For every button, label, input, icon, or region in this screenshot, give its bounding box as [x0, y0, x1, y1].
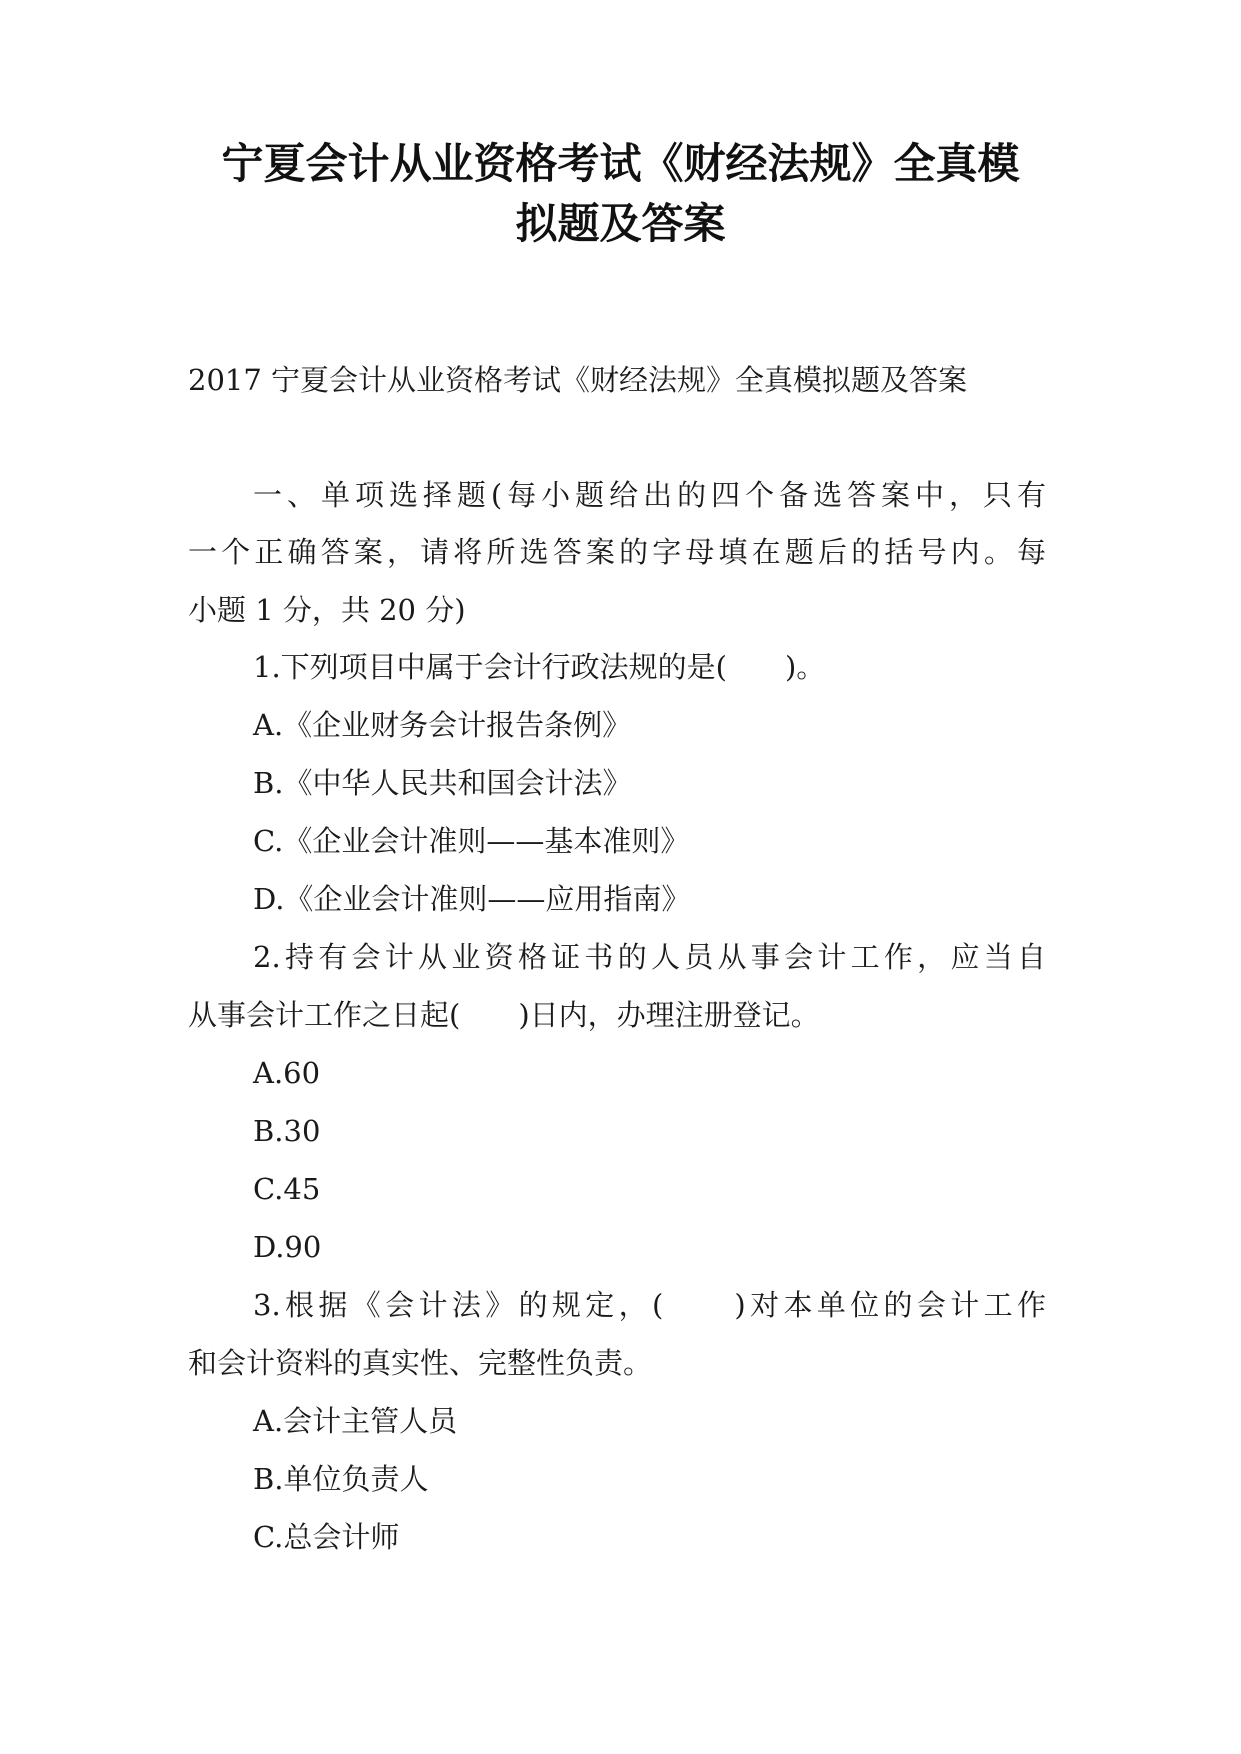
- question-1-option-d: D.《企业会计准则——应用指南》: [253, 882, 691, 916]
- question-1-option-b: B.《中华人民共和国会计法》: [253, 766, 632, 800]
- question-3-option-c: C.总会计师: [253, 1520, 400, 1554]
- question-1-option-a: A.《企业财务会计报告条例》: [253, 708, 632, 742]
- document-title-line-2: 拟题及答案: [515, 199, 726, 248]
- question-1-option-c: C.《企业会计准则——基本准则》: [253, 824, 690, 858]
- section-heading-line-2: 一个正确答案，请将所选答案的字母填在题后的括号内。每: [188, 535, 1046, 569]
- question-3-stem-line-1: 3.根据《会计法》的规定，( )对本单位的会计工作: [253, 1288, 1046, 1322]
- question-3-option-b: B.单位负责人: [253, 1462, 429, 1496]
- section-heading-line-1: 一、单项选择题(每小题给出的四个备选答案中，只有: [253, 478, 1046, 512]
- document-title-line-1: 宁夏会计从业资格考试《财经法规》全真模: [221, 139, 1020, 188]
- question-3-option-a: A.会计主管人员: [253, 1404, 458, 1438]
- question-2-option-c: C.45: [253, 1172, 321, 1206]
- question-2-stem-line-2: 从事会计工作之日起( )日内，办理注册登记。: [188, 998, 820, 1032]
- section-heading-line-3: 小题 1 分，共 20 分): [188, 593, 466, 627]
- question-1-stem: 1.下列项目中属于会计行政法规的是( )。: [253, 650, 826, 684]
- document-subtitle: 2017 宁夏会计从业资格考试《财经法规》全真模拟题及答案: [188, 363, 968, 397]
- question-2-option-d: D.90: [253, 1230, 322, 1264]
- question-2-stem-line-1: 2.持有会计从业资格证书的人员从事会计工作，应当自: [253, 940, 1046, 974]
- question-2-option-a: A.60: [253, 1056, 321, 1090]
- question-3-stem-line-2: 和会计资料的真实性、完整性负责。: [188, 1346, 653, 1380]
- question-2-option-b: B.30: [253, 1114, 321, 1148]
